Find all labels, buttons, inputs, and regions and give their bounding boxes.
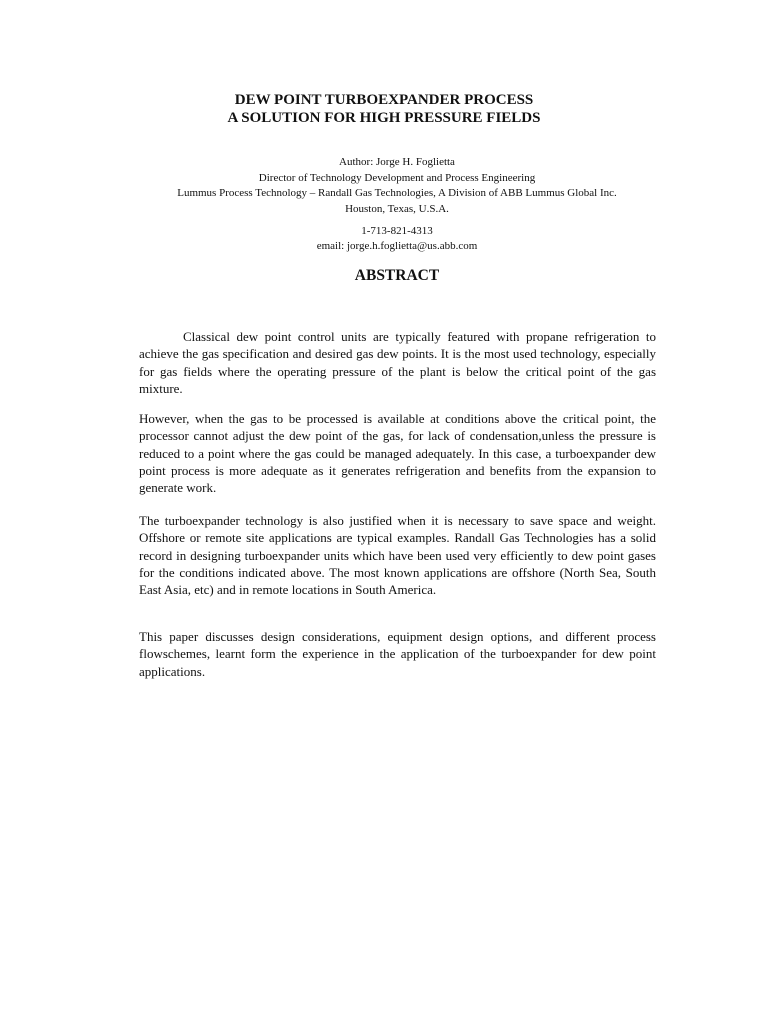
abstract-heading: ABSTRACT <box>354 267 440 284</box>
abstract-paragraph-2 <box>139 410 656 496</box>
abstract-paragraph-3 <box>139 512 656 598</box>
abstract-paragraph-4 <box>139 628 656 680</box>
paper-title <box>0 91 768 127</box>
title-line-1: DEW POINT TURBOEXPANDER PROCESS <box>234 92 534 108</box>
author-affiliation: Lummus Process Technology – Randall Gas Technologies, A Division of ABB Lummus Global Inc. <box>177 187 617 199</box>
paragraph-text: However, when the gas to be processed is available at conditions above the critical point, the processor cannot adjust the dew point of the gas, for lack of condensation,unless the pressure is reduced to a point where the gas could be managed adequately. In this case, a turboexpander dew point process is more adequate as it generates refrigeration and benefits from the expansion to generate work. <box>139 411 656 496</box>
paragraph-text: This paper discusses design considerations, equipment design options, and different process flowschemes, learnt form the experience in the application of the turboexpander for dew point applications. <box>139 629 656 679</box>
email-address: email: jorge.h.foglietta@us.abb.com <box>316 240 478 252</box>
paragraph-text: The turboexpander technology is also justified when it is necessary to save space and weight. Offshore or remote site applications are typical examples. Randall Gas Technologies has a solid record in designing turboexpander units which have been used very efficiently to dew point gases for the conditions indicated above. The most known applications are offshore (North Sea, South East Asia, etc) and in remote locations in South America. <box>139 513 656 598</box>
contact-block <box>0 224 768 254</box>
abstract-paragraph-1 <box>139 328 656 397</box>
paragraph-text: Classical dew point control units are typically featured with propane refrigeration to achieve the gas specification and desired gas dew points. It is the most used technology, especially for gas fields where the operating pressure of the plant is below the critical point of the gas mixture. <box>139 329 656 396</box>
author-name: Author: Jorge H. Foglietta <box>339 156 455 168</box>
title-line-2: A SOLUTION FOR HIGH PRESSURE FIELDS <box>227 110 541 126</box>
phone-number: 1-713-821-4313 <box>361 225 433 237</box>
author-location: Houston, Texas, U.S.A. <box>345 202 449 215</box>
author-position: Director of Technology Development and Process Engineering <box>258 171 536 184</box>
author-block <box>0 155 768 217</box>
